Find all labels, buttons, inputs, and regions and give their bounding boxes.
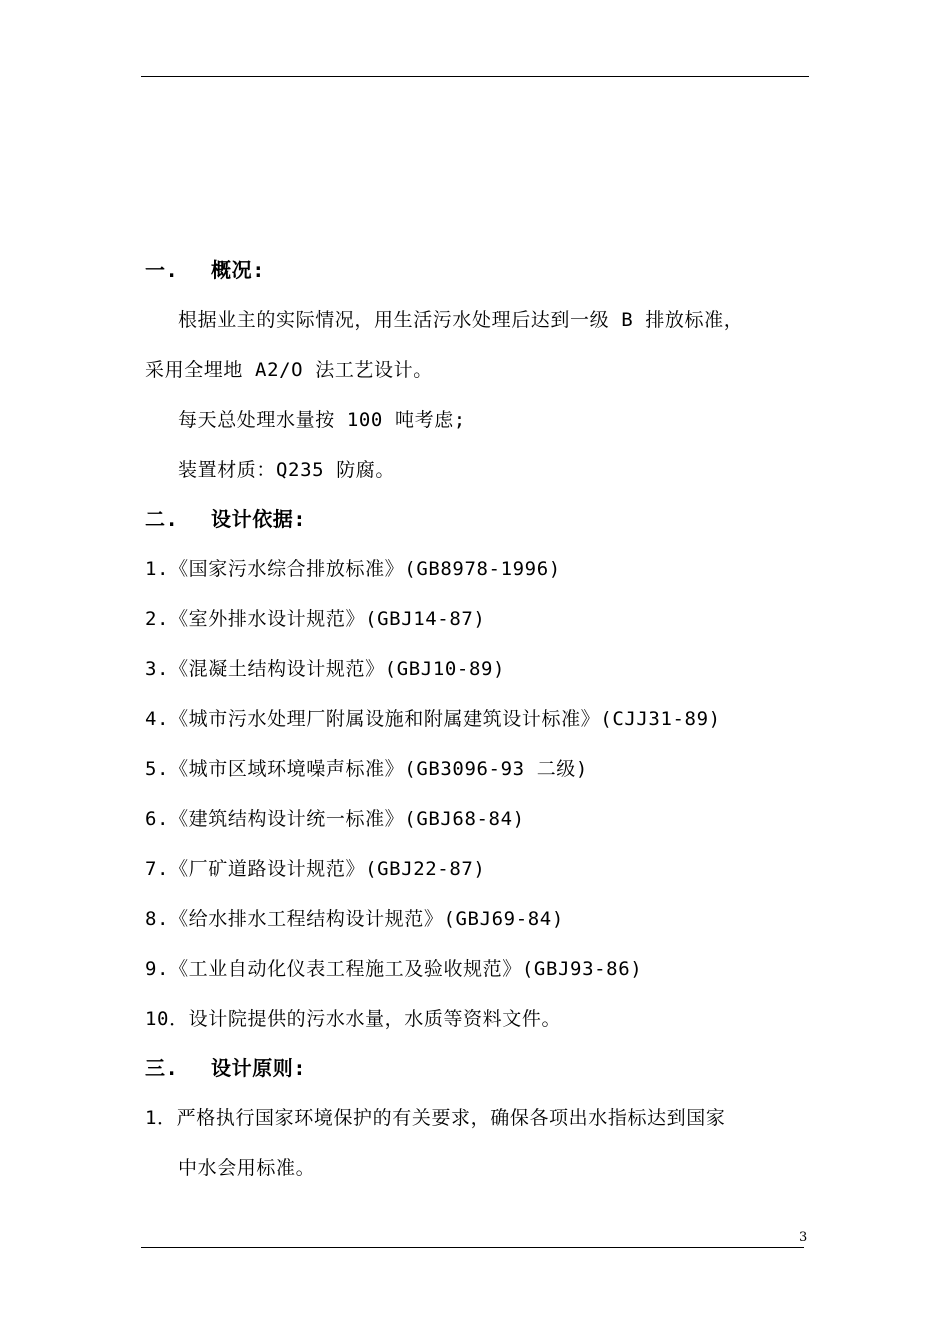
list-item: 4.《城市污水处理厂附属设施和附属建筑设计标准》(CJJ31-89) [145,708,721,730]
list-item: 2.《室外排水设计规范》(GBJ14-87) [145,608,486,630]
section-number: 一. [145,258,179,282]
page-number: 3 [799,1230,808,1245]
list-item: 9.《工业自动化仪表工程施工及验收规范》(GBJ93-86) [145,958,643,980]
section-heading-overview [145,258,265,282]
paragraph: 根据业主的实际情况，用生活污水处理后达到一级 B 排放标准， [178,309,744,331]
list-item: 1.《国家污水综合排放标准》(GB8978-1996) [145,558,561,580]
list-item: 6.《建筑结构设计统一标准》(GBJ68-84) [145,808,525,830]
list-item: 8.《给水排水工程结构设计规范》(GBJ69-84) [145,908,564,930]
footer-rule [141,1247,804,1248]
list-item: 5.《城市区域环境噪声标准》(GB3096-93 二级) [145,758,588,780]
paragraph: 采用全埋地 A2/O 法工艺设计。 [145,359,433,381]
section-title: 概况: [211,258,265,282]
list-item: 3.《混凝土结构设计规范》(GBJ10-89) [145,658,506,680]
section-number: 二. [145,507,179,531]
list-item: 7.《厂矿道路设计规范》(GBJ22-87) [145,858,486,880]
paragraph: 每天总处理水量按 100 吨考虑; [178,409,466,431]
section-title: 设计原则: [211,1056,307,1080]
list-item: 10．设计院提供的污水水量，水质等资料文件。 [145,1008,562,1030]
list-item-continuation: 中水会用标准。 [178,1157,316,1179]
list-item: 1．严格执行国家环境保护的有关要求，确保各项出水指标达到国家 [145,1107,726,1129]
section-heading-basis [145,507,306,531]
section-number: 三. [145,1056,179,1080]
header-rule [141,76,809,77]
section-title: 设计依据: [211,507,307,531]
paragraph: 装置材质：Q235 防腐。 [178,459,395,481]
section-heading-principles [145,1056,306,1080]
